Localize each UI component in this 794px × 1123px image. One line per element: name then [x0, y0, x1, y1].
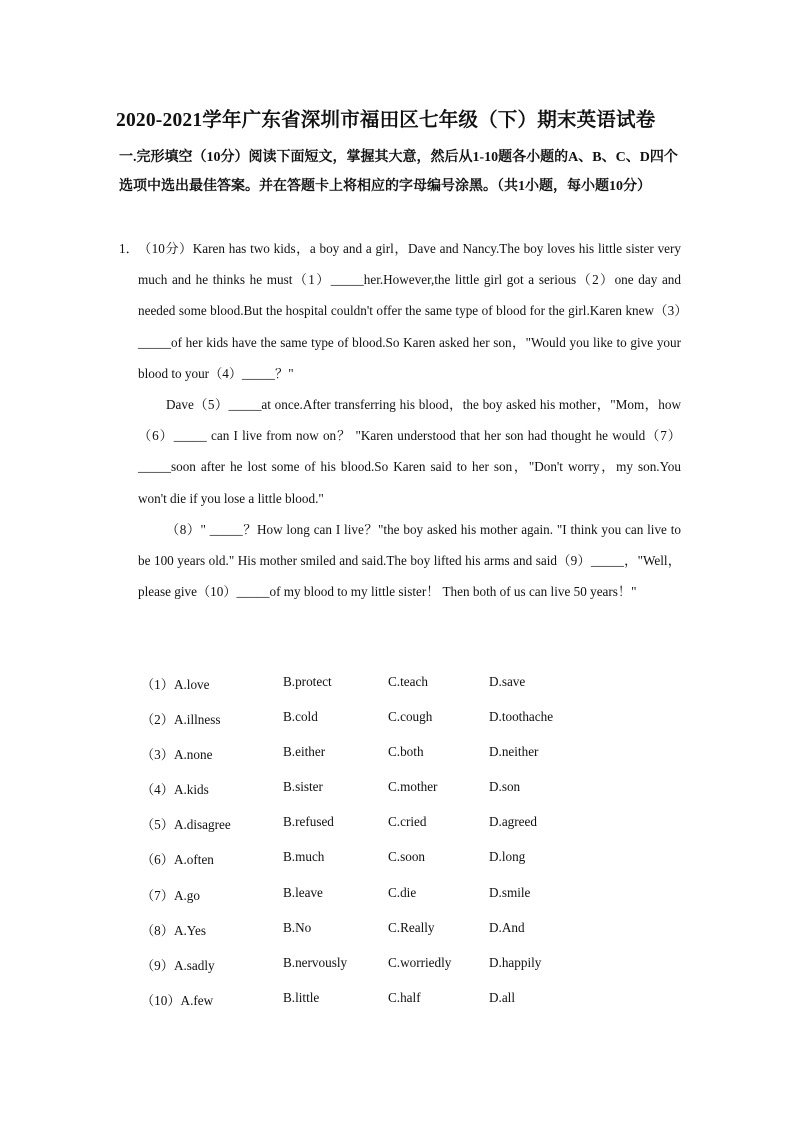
option-d: D.agreed — [489, 814, 537, 830]
option-row — [141, 849, 601, 884]
option-c: C.teach — [388, 674, 428, 689]
option-b: B.cold — [283, 709, 318, 725]
answer-options — [141, 674, 601, 1025]
passage — [138, 233, 681, 607]
passage-paragraph: Dave（5）_____at once.After transferring his blood，the boy asked his mother，"Mom，how （6）_____ can I live from now on？ "Karen understood that her son had thought he would（7）_____soon after he lost some of his blood.So Karen said to her son，"Don't worry，my son.You won't die if you lose a little blood." — [138, 397, 681, 506]
passage-paragraph: （10分）Karen has two kids，a boy and a girl，Dave and Nancy.The boy loves his little sister very much and he thinks he must（1）_____her.However,the little girl got a serious（2）one day and needed some blood.But the hospital couldn't offer the same type of blood for the girl.Karen knew（3）_____of her kids have the same type of blood.So Karen asked her son，"Would you like to give your blood to your（4）_____？" — [138, 241, 681, 381]
option-d: D.And — [489, 919, 525, 935]
option-d: D.all — [489, 989, 516, 1005]
option-c: C.die — [388, 884, 417, 900]
option-d: D.happily — [489, 954, 542, 970]
option-b: B.little — [283, 989, 320, 1005]
option-c: C.cough — [388, 709, 433, 725]
option-c: C.soon — [388, 849, 426, 865]
option-row — [141, 674, 601, 709]
section-heading: 一.完形填空（10分）阅读下面短文，掌握其大意，然后从1-10题各小题的A、B、C、D四个选项中选出最佳答案。并在答题卡上将相应的字母编号涂黑。（共1小题，每小题10分） — [119, 150, 678, 194]
option-row — [141, 744, 601, 779]
option-c: C.mother — [388, 779, 438, 795]
question-number: 1． — [119, 241, 139, 256]
option-row — [141, 709, 601, 744]
option-row — [141, 779, 601, 814]
option-b: B.much — [283, 849, 325, 865]
option-b: B.protect — [283, 674, 332, 689]
option-a: （3）A.none — [141, 747, 213, 763]
option-a: （7）A.go — [141, 887, 200, 903]
option-d: D.toothache — [489, 709, 554, 725]
option-c: C.cried — [388, 814, 427, 830]
option-c: C.half — [388, 989, 421, 1005]
option-d: D.son — [489, 779, 521, 795]
option-d: D.neither — [489, 744, 539, 760]
question-1 — [119, 233, 681, 607]
option-b: B.No — [283, 919, 312, 935]
page-title: 2020-2021学年广东省深圳市福田区七年级（下）期末英语试卷 — [116, 110, 656, 131]
option-row — [141, 920, 601, 955]
option-row — [141, 885, 601, 920]
option-d: D.long — [489, 849, 526, 865]
option-a: （5）A.disagree — [141, 817, 231, 833]
option-a: （4）A.kids — [141, 782, 209, 798]
option-d: D.smile — [489, 884, 531, 900]
option-b: B.sister — [283, 779, 323, 795]
option-b: B.leave — [283, 884, 323, 900]
option-a: （10）A.few — [141, 992, 214, 1008]
option-b: B.nervously — [283, 954, 348, 970]
option-a: （6）A.often — [141, 852, 214, 868]
option-row — [141, 990, 601, 1025]
option-c: C.worriedly — [388, 954, 452, 970]
option-a: （1）A.love — [141, 677, 210, 692]
option-c: C.both — [388, 744, 424, 760]
option-a: （2）A.illness — [141, 712, 221, 728]
option-row — [141, 814, 601, 849]
option-b: B.either — [283, 744, 326, 760]
option-b: B.refused — [283, 814, 334, 830]
option-row — [141, 955, 601, 990]
option-a: （9）A.sadly — [141, 957, 215, 973]
option-d: D.save — [489, 674, 526, 689]
passage-paragraph: （8）" _____？How long can I live？"the boy asked his mother again. "I think you can live to be 100 years old." His mother smiled and said.The boy lifted his arms and said（9）_____，"Well，please give（10）_____of my blood to my little sister！ Then both of us can live 50 years！" — [138, 521, 681, 600]
option-c: C.Really — [388, 919, 435, 935]
option-a: （8）A.Yes — [141, 922, 206, 938]
